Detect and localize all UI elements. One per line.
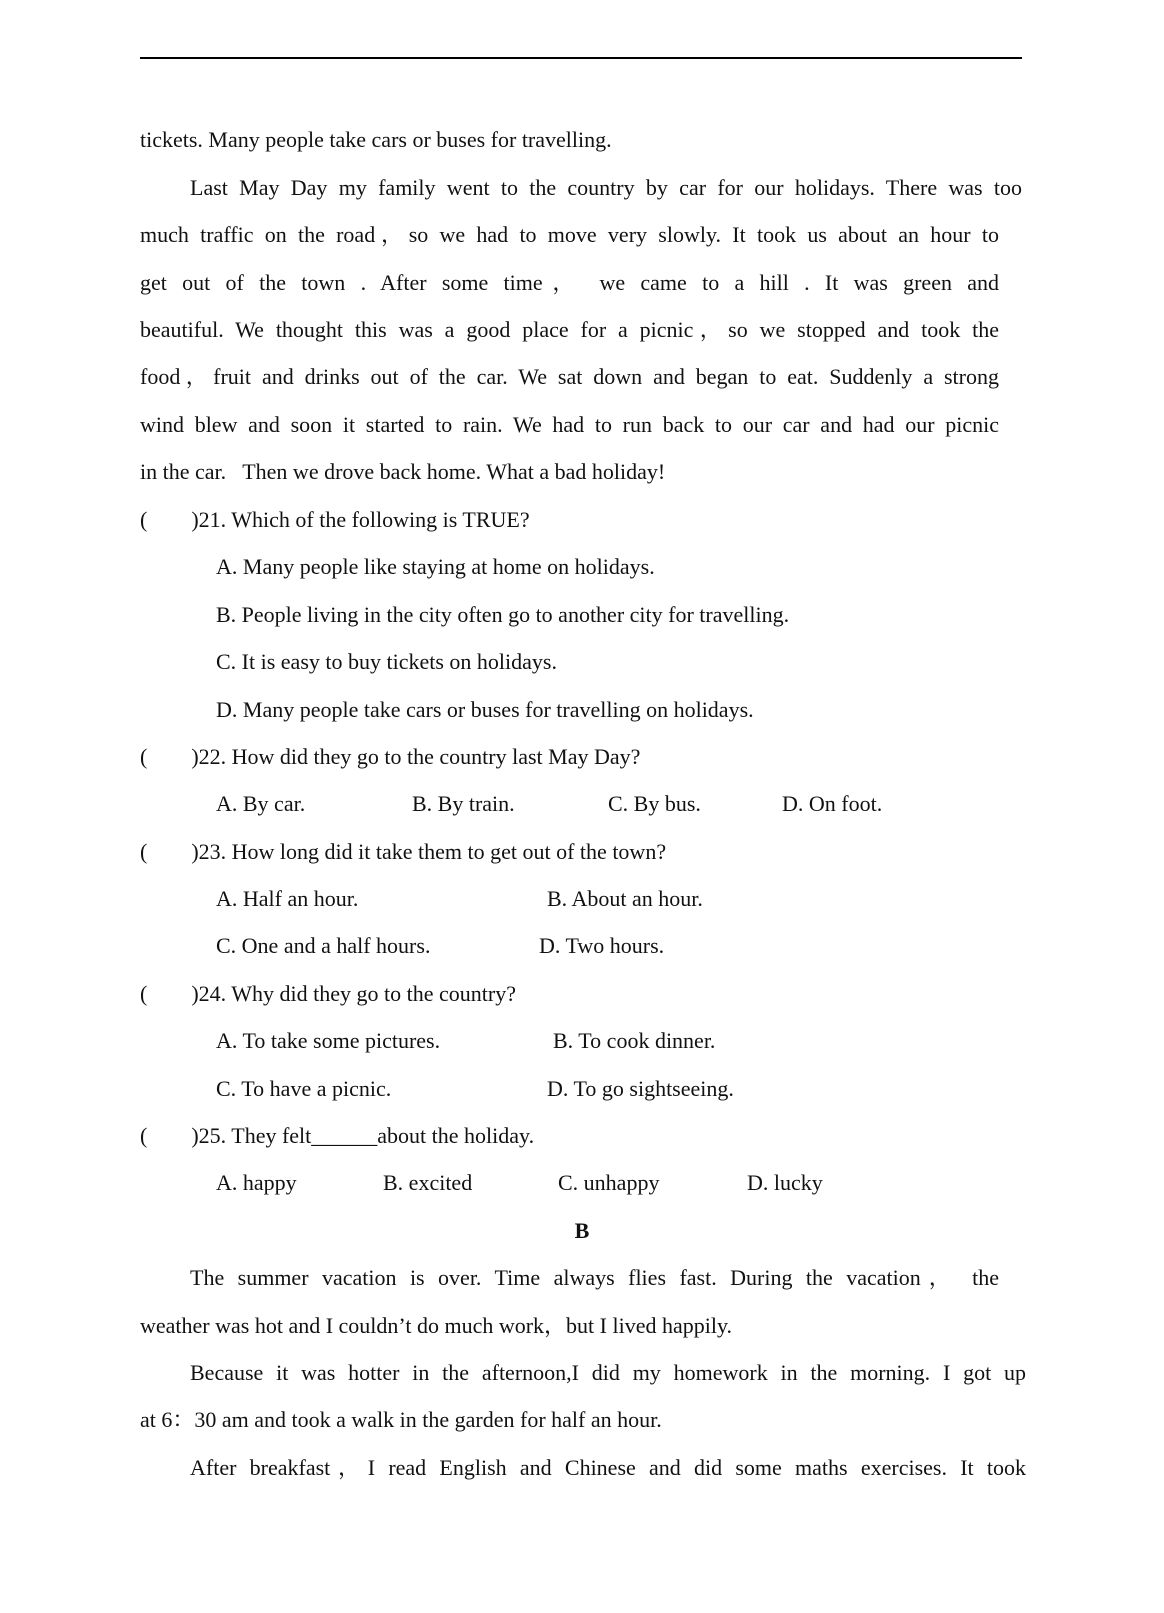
- question-stem: ( )22. How did they go to the country last May Day?: [140, 744, 641, 769]
- answer-option: D. On foot.: [782, 791, 883, 816]
- answer-option: A. To take some pictures.: [216, 1028, 441, 1053]
- answer-option: B. By train.: [412, 791, 515, 816]
- answer-option: A. happy: [216, 1170, 297, 1195]
- passage-line: The summer vacation is over. Time always flies fast. During the vacation， the: [190, 1265, 999, 1290]
- passage-line: beautiful. We thought this was a good place for a picnic，so we stopped and took the: [140, 317, 999, 342]
- question-stem: ( )24. Why did they go to the country?: [140, 981, 516, 1006]
- passage-line: get out of the town . After some time， we came to a hill . It was green and: [140, 270, 999, 295]
- header-rule: [140, 57, 1022, 59]
- passage-line: weather was hot and I couldn’t do much work，but I lived happily.: [140, 1313, 733, 1338]
- answer-option: B. To cook dinner.: [553, 1028, 716, 1053]
- passage-line: wind blew and soon it started to rain. We had to run back to our car and had our picnic: [140, 412, 999, 437]
- passage-line: Because it was hotter in the afternoon,I did my homework in the morning. I got up: [190, 1360, 1026, 1385]
- section-heading: B: [574, 1218, 590, 1243]
- answer-option: A. Half an hour.: [216, 886, 359, 911]
- answer-option: C. It is easy to buy tickets on holidays.: [216, 649, 557, 674]
- question-stem: ( )25. They felt______about the holiday.: [140, 1123, 535, 1148]
- answer-option: B. People living in the city often go to another city for travelling.: [216, 602, 790, 627]
- passage-line: much traffic on the road，so we had to move very slowly. It took us about an hour to: [140, 222, 999, 247]
- answer-option: C. One and a half hours.: [216, 933, 431, 958]
- answer-option: B. About an hour.: [547, 886, 703, 911]
- passage-line: tickets. Many people take cars or buses for travelling.: [140, 127, 612, 152]
- answer-option: A. By car.: [216, 791, 306, 816]
- answer-option: D. To go sightseeing.: [547, 1076, 734, 1101]
- passage-line: food，fruit and drinks out of the car. We sat down and began to eat. Suddenly a strong: [140, 364, 999, 389]
- passage-line: at 6：30 am and took a walk in the garden for half an hour.: [140, 1407, 662, 1432]
- answer-option: D. Many people take cars or buses for travelling on holidays.: [216, 697, 754, 722]
- answer-option: B. excited: [383, 1170, 473, 1195]
- answer-option: C. By bus.: [608, 791, 701, 816]
- answer-option: D. lucky: [747, 1170, 823, 1195]
- question-stem: ( )23. How long did it take them to get out of the town?: [140, 839, 667, 864]
- answer-option: D. Two hours.: [539, 933, 665, 958]
- passage-line: in the car. Then we drove back home. What a bad holiday!: [140, 459, 666, 484]
- answer-option: A. Many people like staying at home on holidays.: [216, 554, 655, 579]
- question-stem: ( )21. Which of the following is TRUE?: [140, 507, 530, 532]
- answer-option: C. To have a picnic.: [216, 1076, 392, 1101]
- passage-line: Last May Day my family went to the country by car for our holidays. There was too: [190, 175, 1022, 200]
- answer-option: C. unhappy: [558, 1170, 660, 1195]
- passage-line: After breakfast，I read English and Chinese and did some maths exercises. It took: [190, 1455, 1026, 1480]
